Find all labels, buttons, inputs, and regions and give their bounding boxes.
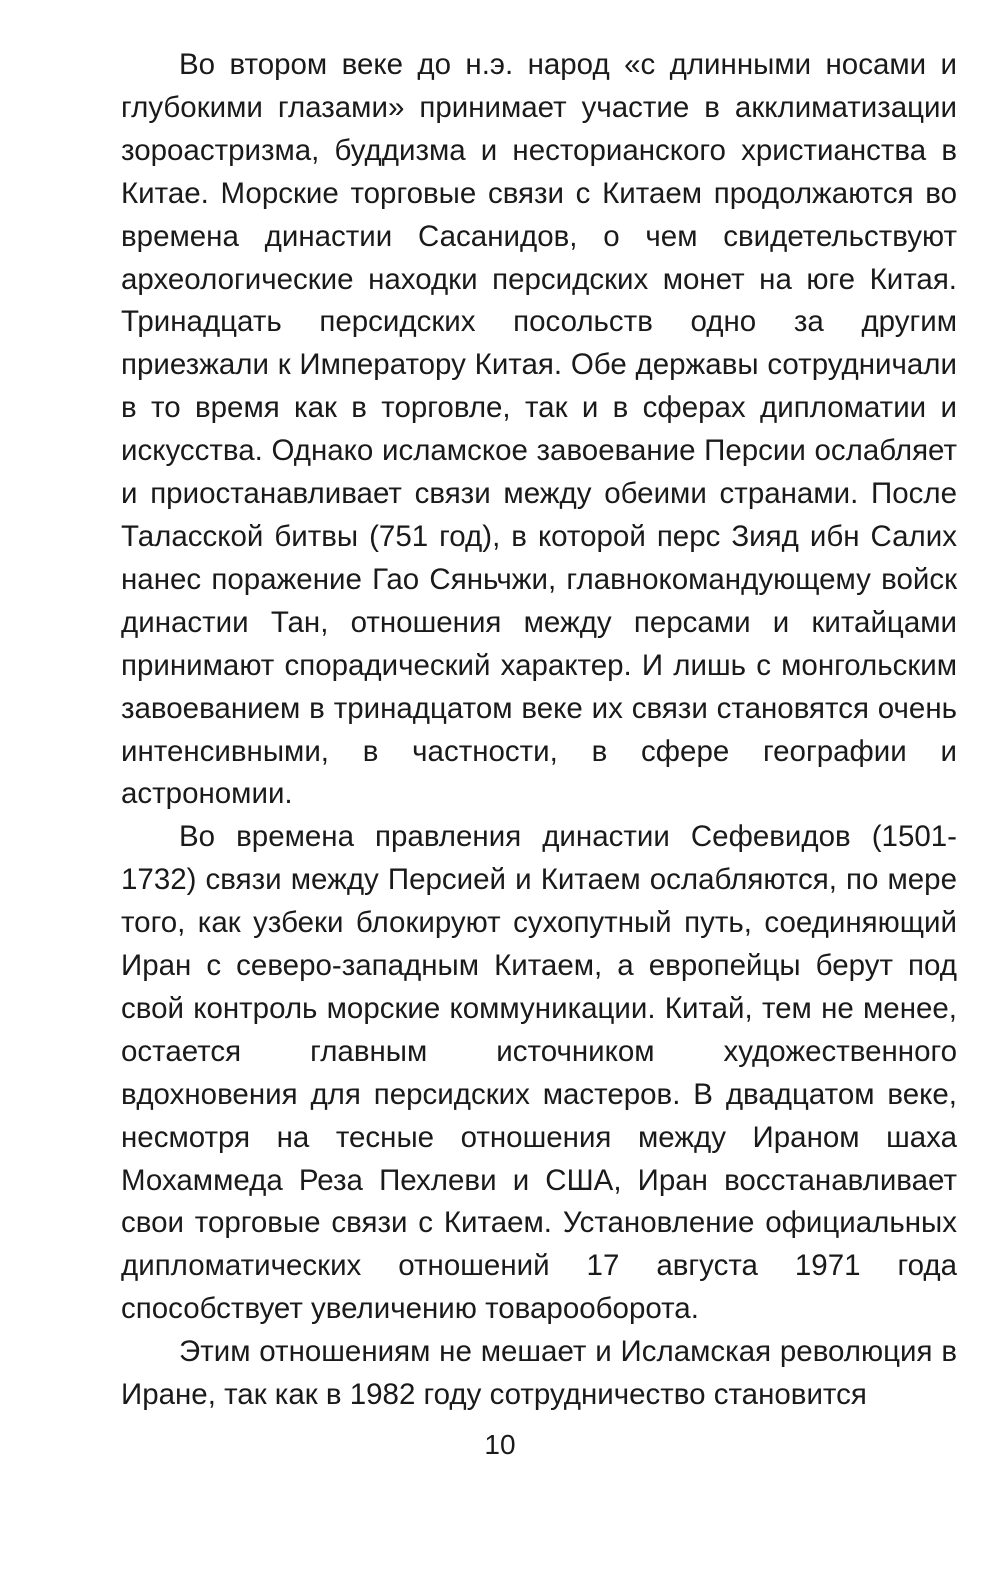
paragraph-3: Этим отношениям не мешает и Исламская революция в Иране, так как в 1982 году сотрудничество становится — [121, 1335, 957, 1412]
body-text — [121, 44, 957, 1417]
paragraph-2: Во времена правления династии Сефевидов (1501-1732) связи между Персией и Китаем ослабляются, по мере того, как узбеки блокируют сухопутный путь, соединяющий Иран с северо-западным Китаем, а европейцы берут под свой контроль морские коммуникации. Китай, тем не менее, остается главным источником художественного вдохновения для персидских мастеров. В двадцатом веке, несмотря на тесные отношения между Ираном шаха Мохаммеда Реза Пехлеви и США, Иран восстанавливает свои торговые связи с Китаем. Установление официальных дипломатических отношений 17 августа 1971 года способствует увеличению товарооборота. — [121, 820, 957, 1326]
paragraph-1: Во втором веке до н.э. народ «с длинными носами и глубокими глазами» принимает участие в акклиматизации зороастризма, буддизма и несторианского христианства в Китае. Морские торговые связи с Китаем продолжаются во времена династии Сасанидов, о чем свидетельствуют археологические находки персидских монет на юге Китая. Тринадцать персидских посольств одно за другим приезжали к Императору Китая. Обе державы сотрудничали в то время как в торговле, так и в сферах дипломатии и искусства. Однако исламское завоевание Персии ослабляет и приостанавливает связи между обеими странами. После Таласской битвы (751 год), в которой перс Зияд ибн Салих нанес поражение Гао Сяньчжи, главнокомандующему войск династии Тан, отношения между персами и китайцами принимают спорадический характер. И лишь с монгольским завоеванием в тринадцатом веке их связи становятся очень интенсивными, в частности, в сфере географии и астрономии. — [121, 48, 957, 811]
page-number: 10 — [484, 1429, 516, 1460]
